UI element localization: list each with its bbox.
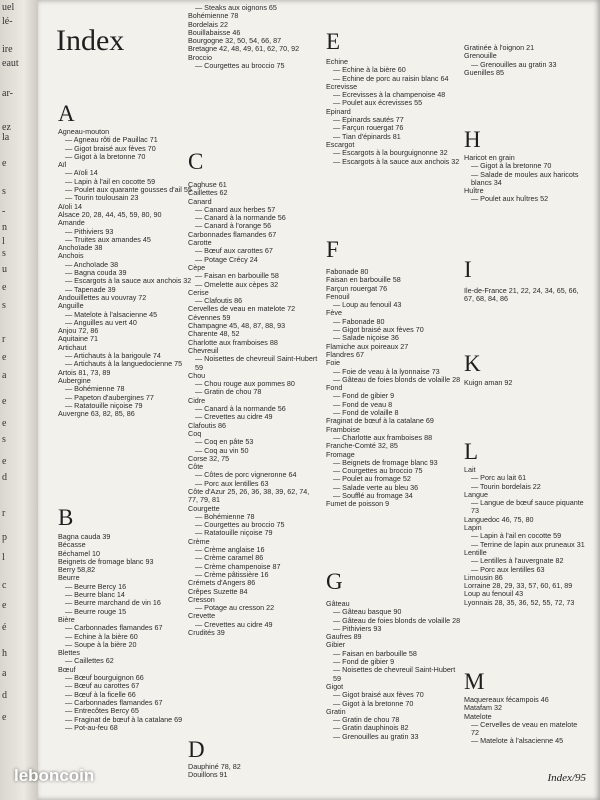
index-entry: Dauphiné 78, 82 — [188, 763, 241, 771]
index-subentry: — Bœuf à la ficelle 66 — [65, 690, 136, 699]
index-entry: Fabonade 80 — [326, 268, 369, 276]
index-subentry: — Tapenade 39 — [65, 285, 116, 294]
index-entry: Loup au fenouil 43 — [464, 590, 524, 599]
index-subentry: — Crevettes au cidre 49 — [195, 620, 273, 629]
previous-page-text-fragment: a — [2, 370, 7, 381]
index-entry: Ile-de-France 21, 22, 24, 34, 65, 66, 67, 68, 84, 86 — [464, 287, 579, 304]
previous-page-text-fragment: é — [2, 622, 7, 633]
index-subentry: — Porc aux lentilles 63 — [195, 479, 269, 488]
index-section — [464, 379, 586, 387]
previous-page-text-fragment: s — [2, 434, 6, 445]
index-entry: Agneau-mouton — [58, 128, 110, 136]
index-subentry: — Beurre marchand de vin 16 — [65, 599, 161, 608]
index-subentry: — Crème caramel 86 — [195, 554, 264, 563]
index-entry: Crudités 39 — [188, 629, 225, 638]
index-entry: Anjou 72, 86 — [58, 327, 99, 336]
index-subentry: — Salade de moules aux haricots blancs 34 — [471, 170, 579, 187]
index-entry: Lait — [464, 466, 476, 474]
index-subentry: — Gigot braisé aux fèves 70 — [333, 326, 424, 335]
index-subentry: — Courgettes au broccio 75 — [333, 467, 423, 476]
index-subentry: — Beignets de fromage blanc 93 — [333, 458, 438, 467]
index-subentry: — Steaks aux oignons 65 — [195, 4, 277, 12]
index-entry: Bohémienne 78 — [188, 12, 239, 21]
index-entry: Franche-Comté 32, 85 — [326, 442, 398, 451]
index-section — [464, 696, 586, 746]
index-subentry: — Truites aux amandes 45 — [65, 235, 151, 244]
index-subentry: — Noisettes de chevreuil Saint-Hubert 59 — [195, 355, 318, 372]
index-subentry: — Pot-au-feu 68 — [65, 723, 118, 732]
index-subentry: — Carbonnades flamandes 67 — [65, 624, 163, 633]
index-subentry: — Courgettes au broccio 75 — [195, 521, 285, 530]
index-subentry: — Papeton d'aubergines 77 — [65, 393, 154, 402]
section-letter-g: G — [326, 569, 343, 594]
index-section — [326, 600, 461, 741]
index-subentry: — Escargots à la sauce aux anchois 32 — [333, 157, 460, 166]
index-entry: Crêpes Suzette 84 — [188, 587, 248, 596]
index-subentry: — Cervelles de veau en matelote 72 — [471, 720, 578, 738]
previous-page-text-fragment: r — [2, 334, 6, 345]
index-entry: Foie — [326, 359, 340, 368]
index-subentry: — Gigot braisé aux fèves 70 — [333, 691, 424, 700]
previous-page-text-fragment: e — [2, 600, 7, 611]
index-entry: Anchois — [58, 252, 84, 261]
index-subentry: — Poulet au fromage 52 — [333, 475, 411, 484]
index-subentry: — Gratin de chou 78 — [195, 388, 262, 397]
index-section — [464, 44, 586, 77]
index-subentry: — Faisan en barbouille 58 — [333, 649, 417, 658]
index-subentry: — Courgettes au broccio 75 — [195, 62, 285, 71]
index-entry: Grenouille — [464, 52, 497, 61]
index-subentry: — Epinards sautés 77 — [333, 116, 404, 125]
index-entry: Anguille — [58, 302, 84, 311]
section-letter-d: D — [188, 737, 205, 762]
index-subentry: — Bœuf bourguignon 66 — [65, 674, 144, 683]
index-entry: Cidre — [188, 396, 206, 405]
index-subentry: — Coq en pâte 53 — [195, 438, 254, 447]
previous-page-text-fragment: s — [2, 300, 6, 311]
previous-page-text-fragment: d — [2, 472, 7, 483]
index-entry: Coq — [188, 429, 202, 438]
previous-page-text-fragment: a — [2, 668, 7, 679]
index-section — [58, 533, 198, 732]
index-subentry: — Crème anglaise 16 — [195, 546, 265, 555]
index-subentry: — Charlotte aux framboises 88 — [333, 433, 433, 442]
index-entry: Bourgogne 32, 50, 54, 66, 87 — [188, 37, 282, 46]
index-subentry: — Echine de porc au raisin blanc 64 — [333, 74, 449, 83]
index-subentry: — Crevettes au cidre 49 — [195, 413, 273, 422]
index-subentry: — Farçun rouergat 76 — [333, 124, 404, 133]
previous-page-text-fragment: uel — [2, 2, 15, 13]
index-subentry: — Tourin bordelais 22 — [471, 482, 541, 491]
index-subentry: — Foie de veau à la lyonnaise 73 — [333, 367, 440, 376]
index-entry: Charlotte aux framboises 88 — [188, 338, 278, 347]
index-subentry: — Soufflé au fromage 34 — [333, 492, 413, 501]
index-subentry: — Salade niçoise 36 — [333, 334, 399, 343]
index-entry: Lapin — [464, 524, 482, 533]
index-entry: Aïoli 14 — [58, 202, 82, 211]
index-subentry: — Porc aux lentilles 63 — [471, 565, 545, 574]
section-letter-a: A — [58, 101, 75, 126]
previous-page-text-fragment: la — [2, 132, 10, 143]
index-subentry: — Gâteau de foies blonds de volaille 28 — [333, 375, 461, 384]
previous-page-edge — [0, 0, 40, 800]
watermark-logo: leboncoin — [14, 766, 95, 785]
previous-page-text-fragment: c — [2, 580, 7, 591]
section-letter-h: H — [464, 127, 481, 152]
index-subentry: — Poulet aux écrevisses 55 — [333, 99, 423, 108]
index-subentry: — Soupe à la bière 20 — [65, 640, 137, 649]
index-subentry: — Echine à la bière 60 — [333, 66, 406, 75]
previous-page-text-fragment: ire — [2, 44, 13, 55]
index-entry: Lentille — [464, 548, 487, 557]
section-letter-i: I — [464, 257, 472, 282]
index-subentry: — Beurre Bercy 16 — [65, 582, 127, 591]
index-subentry: — Carbonnades flamandes 67 — [65, 698, 163, 707]
previous-page-text-fragment: e — [2, 158, 7, 169]
index-entry: Artois 81, 73, 89 — [58, 368, 111, 377]
index-entry: Beignets de fromage blanc 93 — [58, 557, 154, 566]
index-entry: Flamiche aux poireaux 27 — [326, 342, 409, 351]
index-entry: Alsace 20, 28, 44, 45, 59, 80, 90 — [58, 210, 162, 219]
index-subentry: — Lapin à l'ail en cocotte 59 — [65, 177, 156, 186]
previous-page-text-fragment: s — [2, 248, 6, 259]
index-entry: Langue — [464, 490, 488, 499]
index-subentry: — Fond de gibier 9 — [333, 658, 395, 667]
index-entry: Béchamel 10 — [58, 549, 100, 558]
index-entry: Cerise — [188, 288, 209, 297]
index-subentry: — Matelote à l'alsacienne 45 — [471, 737, 564, 746]
index-subentry: — Omelette aux cèpes 32 — [195, 280, 279, 289]
previous-page-text-fragment: - — [2, 206, 6, 217]
index-entry: Cèpe — [188, 263, 206, 272]
index-entry: Carbonnades flamandes 67 — [188, 230, 277, 239]
index-entry: Bordelais 22 — [188, 20, 228, 29]
index-entry: Anchoïade 38 — [58, 244, 103, 253]
previous-page-text-fragment: ar- — [2, 88, 13, 99]
index-entry: Framboise — [326, 425, 360, 434]
index-entry: Gâteau — [326, 600, 350, 608]
index-subentry: — Pithiviers 93 — [333, 624, 382, 633]
index-subentry: — Lapin à l'ail en cocotte 59 — [471, 532, 562, 541]
index-subentry: — Matelote à l'alsacienne 45 — [65, 310, 158, 319]
index-entry: Amande — [58, 219, 85, 228]
index-entry: Courgette — [188, 504, 220, 513]
previous-page-text-fragment: eaut — [2, 58, 19, 69]
index-subentry: — Artichauts à la languedocienne 75 — [65, 360, 183, 369]
index-entry: Maquereaux fécampois 46 — [464, 696, 549, 704]
previous-page-text-fragment: e — [2, 282, 7, 293]
index-subentry: — Beurre rouge 15 — [65, 607, 127, 616]
index-entry: Fromage — [326, 450, 355, 459]
index-subentry: — Coq au vin 50 — [195, 446, 249, 455]
previous-page-text-fragment: e — [2, 712, 7, 723]
index-entry: Lorraine 28, 29, 33, 57, 60, 61, 89 — [464, 582, 573, 591]
index-entry: Caillettes 62 — [188, 189, 228, 198]
index-entry: Huître — [464, 187, 484, 196]
index-entry: Champagne 45, 48, 87, 88, 93 — [188, 322, 286, 331]
index-entry: Epinard — [326, 107, 351, 116]
index-subentry: — Gâteau basque 90 — [333, 608, 402, 617]
index-subentry: — Crème champenoise 87 — [195, 562, 281, 571]
section-letter-l: L — [464, 439, 479, 464]
index-entry: Kuign aman 92 — [464, 379, 513, 387]
index-entry: Crevette — [188, 612, 216, 621]
index-entry: Bouillabaisse 46 — [188, 28, 241, 37]
index-subentry: — Canard aux herbes 57 — [195, 205, 276, 214]
index-subentry: — Noisettes de chevreuil Saint-Hubert 59 — [333, 666, 456, 683]
index-entry: Gratin — [326, 707, 346, 716]
index-entry: Languedoc 46, 75, 80 — [464, 515, 534, 524]
section-letter-e: E — [326, 29, 341, 54]
index-subentry: — Porc au lait 61 — [471, 474, 527, 483]
index-entry: Côte d'Azur 25, 26, 36, 38, 39, 62, 74, 77, 79, 81 — [188, 487, 310, 505]
index-subentry: — Loup au fenouil 43 — [333, 301, 402, 310]
index-subentry: — Gâteau de foies blonds de volaille 28 — [333, 616, 461, 625]
index-entry: Broccio — [188, 53, 212, 62]
index-subentry: — Gigot braisé aux fèves 70 — [65, 144, 156, 153]
previous-page-text-fragment: e — [2, 456, 7, 467]
index-entry: Farçun rouergat 76 — [326, 284, 388, 293]
index-entry: Limousin 86 — [464, 573, 503, 582]
index-entry: Bagna cauda 39 — [58, 533, 111, 541]
section-letter-f: F — [326, 237, 339, 262]
previous-page-text-fragment: r — [2, 508, 6, 519]
index-entry: Bière — [58, 615, 75, 624]
index-entry: Fond — [326, 384, 343, 393]
previous-page-text-fragment: u — [2, 264, 7, 275]
index-entry: Matafam 32 — [464, 704, 502, 713]
index-subentry: — Escargots à la bourguignonne 32 — [333, 149, 448, 158]
index-entry: Fraginat de bœuf à la catalane 69 — [326, 417, 434, 426]
index-subentry: — Fond de veau 8 — [333, 400, 393, 409]
index-subentry: — Aïoli 14 — [65, 169, 98, 178]
index-entry: Fenouil — [326, 292, 350, 301]
section-letter-b: B — [58, 505, 74, 530]
index-subentry: — Bohémienne 78 — [195, 512, 255, 521]
index-entry: Chou — [188, 371, 206, 380]
index-subentry: — Bagna couda 39 — [65, 269, 127, 278]
index-entry: Echine — [326, 58, 348, 66]
index-entry: Crème — [188, 537, 210, 546]
index-entry: Canard — [188, 197, 212, 206]
index-subentry: — Pithiviers 93 — [65, 227, 114, 236]
index-subentry: — Bœuf aux carottes 67 — [195, 247, 273, 256]
section-letter-k: K — [464, 351, 481, 376]
index-subentry: — Potage Crécy 24 — [195, 255, 258, 264]
index-entry: Matelote — [464, 712, 492, 721]
index-entry: Flandres 67 — [326, 350, 364, 359]
index-entry: Fumet de poisson 9 — [326, 500, 390, 509]
index-section — [188, 763, 318, 780]
index-subentry: — Ratatouille niçoise 79 — [65, 401, 143, 410]
previous-page-text-fragment: e — [2, 418, 7, 429]
index-subentry: — Ecrevisses à la champenoise 48 — [333, 91, 446, 100]
index-section — [188, 4, 318, 70]
index-entry: Beurre — [58, 574, 80, 583]
index-entry: Ecrevisse — [326, 82, 358, 91]
index-subentry: — Entrecôtes Bercy 65 — [65, 707, 139, 716]
index-subentry: — Agneau rôti de Pauillac 71 — [65, 136, 158, 145]
index-subentry: — Côtes de porc vigneronne 64 — [195, 471, 297, 480]
page-footer: Index/95 — [547, 772, 586, 784]
index-subentry: — Langue de bœuf sauce piquante 73 — [471, 499, 584, 516]
index-subentry: — Gigot à la bretonne 70 — [471, 162, 552, 171]
index-subentry: — Gratin de chou 78 — [333, 716, 400, 725]
index-entry: Corse 32, 75 — [188, 454, 230, 463]
index-subentry: — Fond de volaille 8 — [333, 409, 399, 418]
index-subentry: — Lentilles à l'auvergnate 82 — [471, 557, 564, 566]
index-entry: Gibier — [326, 641, 346, 650]
index-subentry: — Beurre blanc 14 — [65, 591, 125, 600]
index-subentry: — Fond de gibier 9 — [333, 392, 395, 401]
index-entry: Aïl — [58, 161, 67, 170]
index-subentry: — Canard à l'orange 56 — [195, 222, 272, 231]
index-entry: Artichaut — [58, 343, 87, 352]
index-section — [188, 181, 318, 637]
index-entry: Guenilles 85 — [464, 68, 504, 77]
index-subentry: — Canard à la normande 56 — [195, 405, 286, 414]
index-subentry: — Anguilles au vert 40 — [65, 318, 137, 327]
index-entry: Berry 58,82 — [58, 566, 96, 575]
section-letter-c: C — [188, 149, 204, 174]
index-section — [326, 58, 461, 166]
index-entry: Douillons 91 — [188, 771, 228, 780]
previous-page-text-fragment: n — [2, 222, 7, 233]
index-subentry: — Terrine de lapin aux pruneaux 31 — [471, 540, 585, 549]
previous-page-text-fragment: lé- — [2, 16, 13, 27]
index-subentry: — Faisan en barbouille 58 — [195, 272, 279, 281]
index-entry: Chevreuil — [188, 346, 219, 355]
index-subentry: — Grenouilles au gratin 33 — [333, 732, 419, 741]
index-entry: Gaufres 89 — [326, 633, 362, 642]
index-subentry: — Crème pâtissière 16 — [195, 570, 269, 579]
index-section — [464, 466, 586, 607]
index-subentry: — Caillettes 62 — [65, 657, 114, 666]
index-subentry: — Poulet aux quarante gousses d'ail 55 — [65, 186, 192, 195]
index-entry: Cévennes 59 — [188, 313, 231, 322]
index-entry: Auvergne 63, 82, 85, 86 — [58, 410, 135, 419]
index-subentry: — Tian d'épinards 81 — [333, 132, 401, 141]
index-section — [58, 128, 198, 418]
index-entry: Faisan en barbouille 58 — [326, 276, 401, 285]
index-subentry: — Escargots à la sauce aux anchois 32 — [65, 277, 192, 286]
index-subentry: — Fabonade 80 — [333, 317, 385, 326]
index-subentry: — Artichauts à la barigoule 74 — [65, 352, 161, 361]
index-entry: Côte — [188, 463, 204, 472]
index-subentry: — Tourin toulousain 23 — [65, 194, 139, 203]
page-title: Index — [56, 24, 125, 57]
previous-page-text-fragment: h — [2, 648, 7, 659]
index-entry: Aubergine — [58, 376, 91, 385]
index-subentry: — Clafoutis 86 — [195, 297, 243, 306]
index-entry: Andouillettes au vouvray 72 — [58, 293, 147, 302]
previous-page-text-fragment: e — [2, 396, 7, 407]
index-subentry: — Grenouilles au gratin 33 — [471, 60, 557, 69]
index-subentry: — Bœuf au carottes 67 — [65, 682, 140, 691]
index-entry: Crémets d'Angers 86 — [188, 579, 256, 588]
index-subentry: — Canard à la normande 56 — [195, 214, 286, 223]
index-subentry: — Salade verte au bleu 36 — [333, 483, 419, 492]
index-entry: Fève — [326, 309, 342, 318]
index-entry: Cresson — [188, 595, 215, 604]
index-entry: Charente 48, 52 — [188, 330, 240, 339]
index-subentry: — Poulet aux huîtres 52 — [471, 195, 549, 204]
index-entry: Clafoutis 86 — [188, 421, 226, 430]
previous-page-text-fragment: ez — [2, 122, 11, 133]
index-subentry: — Fraginat de bœuf à la catalane 69 — [65, 715, 183, 724]
index-subentry: — Ratatouille niçoise 79 — [195, 529, 273, 538]
previous-page-text-fragment: l — [2, 552, 5, 563]
index-subentry: — Potage au cresson 22 — [195, 604, 275, 613]
index-entry: Bœuf — [58, 665, 76, 674]
index-entry: Lyonnais 28, 35, 36, 52, 55, 72, 73 — [464, 598, 575, 607]
index-subentry: — Anchoïade 38 — [65, 260, 119, 269]
previous-page-text-fragment: s — [2, 186, 6, 197]
index-page — [38, 0, 600, 800]
index-subentry: — Echine à la bière 60 — [65, 632, 138, 641]
index-entry: Blettes — [58, 649, 80, 658]
index-subentry: — Gigot à la bretonne 70 — [333, 699, 414, 708]
index-entry: Gigot — [326, 682, 344, 691]
index-entry: Bécasse — [58, 541, 86, 550]
index-entry: Escargot — [326, 140, 355, 149]
previous-page-text-fragment: e — [2, 352, 7, 363]
index-entry: Gratinée à l'oignon 21 — [464, 44, 535, 52]
index-section — [464, 154, 586, 204]
index-entry: Caghuse 61 — [188, 181, 227, 189]
section-letter-m: M — [464, 669, 485, 694]
index-entry: Bretagne 42, 48, 49, 61, 62, 70, 92 — [188, 45, 300, 54]
previous-page-text-fragment: l — [2, 236, 5, 247]
index-entry: Aquitaine 71 — [58, 335, 98, 344]
index-section — [326, 268, 461, 509]
index-entry: Carotte — [188, 239, 212, 248]
index-subentry: — Gratin dauphinois 82 — [333, 724, 409, 733]
index-subentry: — Chou rouge aux pommes 80 — [195, 380, 295, 389]
index-section — [464, 287, 586, 304]
index-entry: Haricot en grain — [464, 154, 515, 162]
previous-page-text-fragment: p — [2, 532, 7, 543]
previous-page-text-fragment: d — [2, 690, 7, 701]
index-subentry: — Gigot à la bretonne 70 — [65, 152, 146, 161]
index-subentry: — Bohémienne 78 — [65, 385, 125, 394]
index-entry: Cervelles de veau en matelote 72 — [188, 305, 296, 314]
